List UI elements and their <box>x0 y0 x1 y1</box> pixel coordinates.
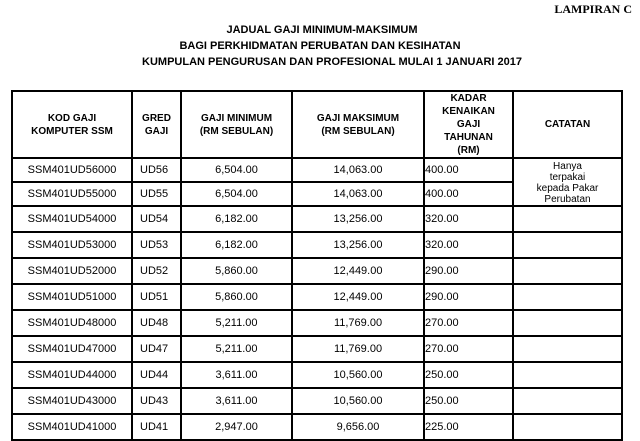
title-line-3: KUMPULAN PENGURUSAN DAN PROFESIONAL MULAI 1 JANUARI 2017 <box>142 56 522 68</box>
cell-catatan-note <box>513 158 622 206</box>
cell-gaji-minimum: 5,860.00 <box>181 258 292 284</box>
cell-gaji-minimum: 2,947.00 <box>181 414 292 440</box>
catatan-note-line: terpakai <box>549 172 586 183</box>
cell-gaji-minimum: 5,211.00 <box>181 310 292 336</box>
cell-catatan <box>513 414 622 440</box>
cell-kod-gaji: SSM401UD41000 <box>12 414 132 440</box>
cell-gred-gaji: UD44 <box>132 362 181 388</box>
cell-catatan <box>513 232 622 258</box>
cell-kod-gaji: SSM401UD51000 <box>12 284 132 310</box>
cell-gred-gaji: UD52 <box>132 258 181 284</box>
header-kadar-line: KENAIKAN <box>442 106 495 117</box>
table-row <box>12 310 622 336</box>
table-row <box>12 388 622 414</box>
cell-gaji-maksimum: 10,560.00 <box>292 362 424 388</box>
cell-gred-gaji: UD47 <box>132 336 181 362</box>
cell-gred-gaji: UD56 <box>132 158 181 182</box>
cell-gred-gaji: UD41 <box>132 414 181 440</box>
table-row <box>12 206 622 232</box>
cell-gaji-maksimum: 12,449.00 <box>292 258 424 284</box>
header-max-line: (RM SEBULAN) <box>321 125 395 137</box>
cell-gred-gaji: UD43 <box>132 388 181 414</box>
header-kadar-line: TAHUNAN <box>444 132 493 143</box>
cell-gaji-maksimum: 13,256.00 <box>292 206 424 232</box>
cell-kadar-kenaikan: 290.00 <box>424 284 513 310</box>
cell-gred-gaji: UD55 <box>132 182 181 206</box>
title-line-1: JADUAL GAJI MINIMUM-MAKSIMUM <box>226 24 418 36</box>
title-line-2: BAGI PERKHIDMATAN PERUBATAN DAN KESIHATAN <box>179 40 461 52</box>
cell-catatan <box>513 336 622 362</box>
header-kod-gaji <box>12 91 132 158</box>
header-kadar-kenaikan <box>424 91 513 158</box>
cell-gaji-minimum: 3,611.00 <box>181 362 292 388</box>
header-min-line: GAJI MINIMUM <box>200 112 273 124</box>
catatan-note-line: Hanya <box>553 161 582 172</box>
cell-gaji-maksimum: 12,449.00 <box>292 284 424 310</box>
header-max-line: GAJI MAKSIMUM <box>316 112 400 124</box>
table-row <box>12 232 622 258</box>
cell-catatan <box>513 258 622 284</box>
header-min-line: (RM SEBULAN) <box>199 125 274 137</box>
table-row <box>12 258 622 284</box>
cell-kadar-kenaikan: 400.00 <box>424 182 513 206</box>
cell-gred-gaji: UD54 <box>132 206 181 232</box>
cell-gaji-minimum: 6,504.00 <box>181 182 292 206</box>
cell-kadar-kenaikan: 270.00 <box>424 310 513 336</box>
cell-kod-gaji: SSM401UD48000 <box>12 310 132 336</box>
cell-kadar-kenaikan: 225.00 <box>424 414 513 440</box>
cell-kod-gaji: SSM401UD44000 <box>12 362 132 388</box>
cell-kadar-kenaikan: 320.00 <box>424 232 513 258</box>
cell-kod-gaji: SSM401UD47000 <box>12 336 132 362</box>
cell-catatan <box>513 310 622 336</box>
cell-kod-gaji: SSM401UD54000 <box>12 206 132 232</box>
table-row <box>12 284 622 310</box>
cell-gaji-minimum: 6,182.00 <box>181 206 292 232</box>
header-catatan: CATATAN <box>513 91 622 158</box>
cell-kadar-kenaikan: 250.00 <box>424 388 513 414</box>
cell-kadar-kenaikan: 270.00 <box>424 336 513 362</box>
cell-gaji-minimum: 6,182.00 <box>181 232 292 258</box>
header-kadar-line: (RM) <box>457 145 480 156</box>
document-title <box>0 22 640 70</box>
table-row <box>12 414 622 440</box>
cell-kod-gaji: SSM401UD43000 <box>12 388 132 414</box>
cell-gred-gaji: UD53 <box>132 232 181 258</box>
cell-catatan <box>513 284 622 310</box>
header-kod-line: KOD GAJI <box>47 112 97 124</box>
cell-kod-gaji: SSM401UD55000 <box>12 182 132 206</box>
cell-kadar-kenaikan: 320.00 <box>424 206 513 232</box>
cell-gaji-maksimum: 14,063.00 <box>292 182 424 206</box>
header-gaji-maksimum <box>292 91 424 158</box>
cell-kadar-kenaikan: 250.00 <box>424 362 513 388</box>
cell-gaji-maksimum: 11,769.00 <box>292 336 424 362</box>
header-kod-line: KOMPUTER SSM <box>31 125 113 137</box>
header-gred-gaji <box>132 91 181 158</box>
cell-gaji-minimum: 5,860.00 <box>181 284 292 310</box>
cell-gaji-minimum: 5,211.00 <box>181 336 292 362</box>
header-gred-line: GRED <box>142 112 171 124</box>
cell-gaji-maksimum: 14,063.00 <box>292 158 424 182</box>
cell-gaji-maksimum: 13,256.00 <box>292 232 424 258</box>
header-gaji-minimum <box>181 91 292 158</box>
header-gred-line: GAJI <box>144 125 169 137</box>
cell-catatan <box>513 362 622 388</box>
table-row <box>12 158 622 182</box>
cell-kadar-kenaikan: 400.00 <box>424 158 513 182</box>
table-header-row <box>12 91 622 158</box>
cell-gaji-maksimum: 9,656.00 <box>292 414 424 440</box>
header-kadar-line: KADAR <box>450 93 487 104</box>
cell-catatan <box>513 388 622 414</box>
cell-gred-gaji: UD48 <box>132 310 181 336</box>
cell-kod-gaji: SSM401UD56000 <box>12 158 132 182</box>
cell-gaji-minimum: 6,504.00 <box>181 158 292 182</box>
cell-gaji-minimum: 3,611.00 <box>181 388 292 414</box>
cell-catatan <box>513 206 622 232</box>
table-row <box>12 336 622 362</box>
cell-gaji-maksimum: 11,769.00 <box>292 310 424 336</box>
cell-kadar-kenaikan: 290.00 <box>424 258 513 284</box>
cell-gred-gaji: UD51 <box>132 284 181 310</box>
table-row <box>12 362 622 388</box>
cell-gaji-maksimum: 10,560.00 <box>292 388 424 414</box>
appendix-label: LAMPIRAN C <box>554 2 632 16</box>
cell-kod-gaji: SSM401UD53000 <box>12 232 132 258</box>
catatan-note-line: kepada Pakar <box>536 183 599 194</box>
salary-table <box>11 90 623 441</box>
catatan-note-line: Perubatan <box>544 194 591 205</box>
header-kadar-line: GAJI <box>456 119 481 130</box>
cell-kod-gaji: SSM401UD52000 <box>12 258 132 284</box>
